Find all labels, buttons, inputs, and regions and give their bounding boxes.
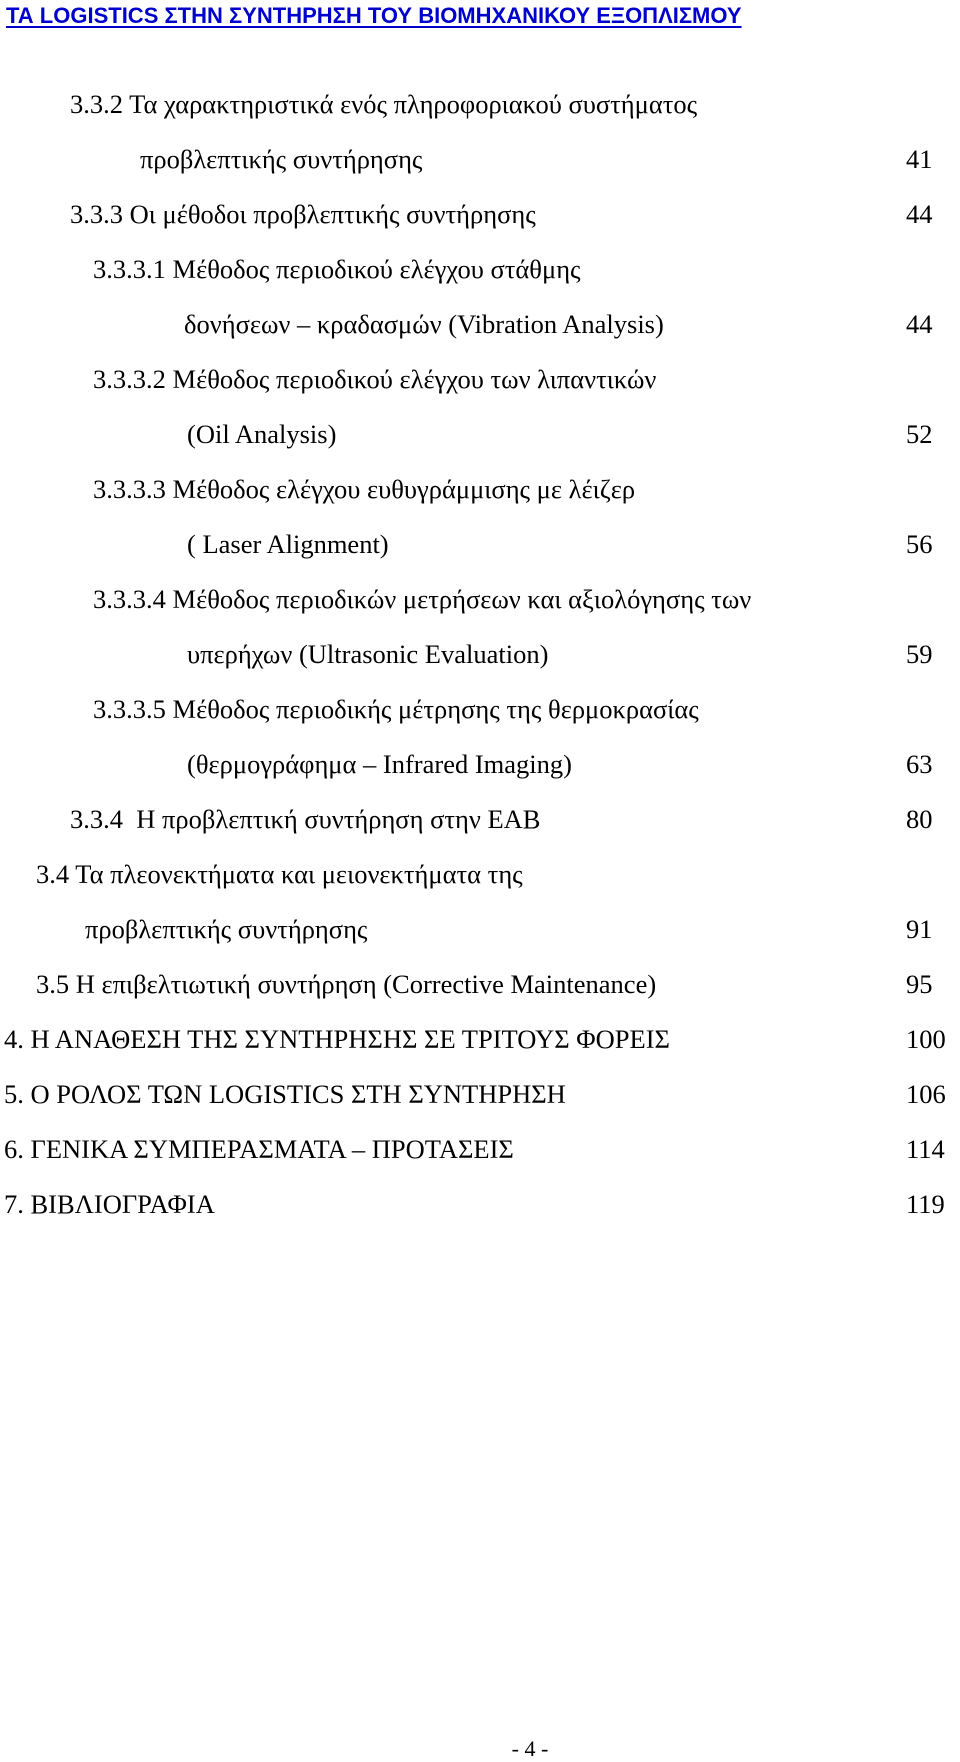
toc-entry [0,517,960,572]
toc-entry-page: 44 [906,199,933,229]
toc-entry-title: προβλεπτικής συντήρησης [140,144,423,174]
toc-entry-title: 3.5 Η επιβελτιωτική συντήρηση (Corrective Maintenance) [36,969,657,999]
toc-entry-title: 3.3.3.3 Μέθοδος ελέγχου ευθυγράμμισης με λέιζερ [93,474,636,504]
toc-entry [0,792,960,847]
toc-entry [0,957,960,1012]
toc-entry-page: 106 [906,1079,946,1109]
toc-entry [0,737,960,792]
toc-entry [0,407,960,462]
toc-entry-page: 91 [906,914,933,944]
toc-entry-title: 7. ΒΙΒΛΙΟΓΡΑΦΙΑ [4,1189,215,1219]
toc-entry-page: 119 [906,1189,945,1219]
toc-entry-title: 3.3.3.4 Μέθοδος περιοδικών μετρήσεων και αξιολόγησης των [93,584,752,614]
toc-entry-page: 52 [906,419,933,449]
toc-entry [0,352,960,407]
toc-entry-title: 3.3.3.5 Μέθοδος περιοδικής μέτρησης της θερμοκρασίας [93,694,699,724]
toc-entry-title: (θερμογράφημα – Infrared Imaging) [187,749,572,779]
toc-entry [0,1012,960,1067]
toc-entry [0,627,960,682]
toc-entry [0,242,960,297]
toc-entry-title: δονήσεων – κραδασμών (Vibration Analysis) [184,309,664,339]
toc-entry-title: 3.3.4 Η προβλεπτική συντήρηση στην ΕΑΒ [70,804,541,834]
toc-entry-page: 44 [906,309,933,339]
toc-entry-title: 6. ΓΕΝΙΚΑ ΣΥΜΠΕΡΑΣΜΑΤΑ – ΠΡΟΤΑΣΕΙΣ [4,1134,514,1164]
toc-entry-page: 100 [906,1024,946,1054]
toc-entry-page: 56 [906,529,933,559]
toc-entry [0,902,960,957]
toc-entry-title: προβλεπτικής συντήρησης [85,914,368,944]
toc-entry [0,462,960,517]
toc-entry [0,187,960,242]
toc-entry [0,682,960,737]
toc-entry [0,572,960,627]
toc-entry-page: 95 [906,969,933,999]
toc-entry [0,1122,960,1177]
toc-entry [0,1177,960,1232]
toc-entry-page: 80 [906,804,933,834]
toc-entry-page: 41 [906,144,933,174]
toc-entry [0,1067,960,1122]
toc-entry [0,847,960,902]
toc-entry [0,132,960,187]
table-of-contents [0,77,960,1232]
toc-entry-title: υπερήχων (Ultrasonic Evaluation) [187,639,549,669]
running-header-link[interactable]: ΤΑ LOGISTICS ΣΤΗΝ ΣΥΝΤΗΡΗΣΗ ΤΟΥ ΒΙΟΜΗΧΑΝΙΚΟΥ ΕΞΟΠΛΙΣΜΟΥ [6,3,742,28]
toc-entry-title: 4. Η ΑΝΑΘΕΣΗ ΤΗΣ ΣΥΝΤΗΡΗΣΗΣ ΣΕ ΤΡΙΤΟΥΣ ΦΟΡΕΙΣ [4,1024,670,1054]
toc-entry-page: 59 [906,639,933,669]
toc-entry-page: 114 [906,1134,945,1164]
toc-entry-title: 3.3.3.1 Μέθοδος περιοδικού ελέγχου στάθμης [93,254,581,284]
page-number: - 4 - [511,1736,549,1761]
toc-entry-title: 3.3.2 Τα χαρακτηριστικά ενός πληροφοριακού συστήματος [70,89,698,119]
toc-entry [0,297,960,352]
toc-entry [0,77,960,132]
toc-entry-title: 3.3.3.2 Μέθοδος περιοδικού ελέγχου των λιπαντικών [93,364,657,394]
toc-entry-title: ( Laser Alignment) [187,529,389,559]
toc-entry-title: 3.3.3 Οι μέθοδοι προβλεπτικής συντήρησης [70,199,536,229]
toc-entry-page: 63 [906,749,933,779]
toc-entry-title: (Oil Analysis) [187,419,337,449]
toc-entry-title: 3.4 Τα πλεονεκτήματα και μειονεκτήματα της [36,859,523,889]
toc-entry-title: 5. Ο ΡΟΛΟΣ ΤΩΝ LOGISTICS ΣΤΗ ΣΥΝΤΗΡΗΣΗ [4,1079,566,1109]
page-footer [0,1736,960,1762]
